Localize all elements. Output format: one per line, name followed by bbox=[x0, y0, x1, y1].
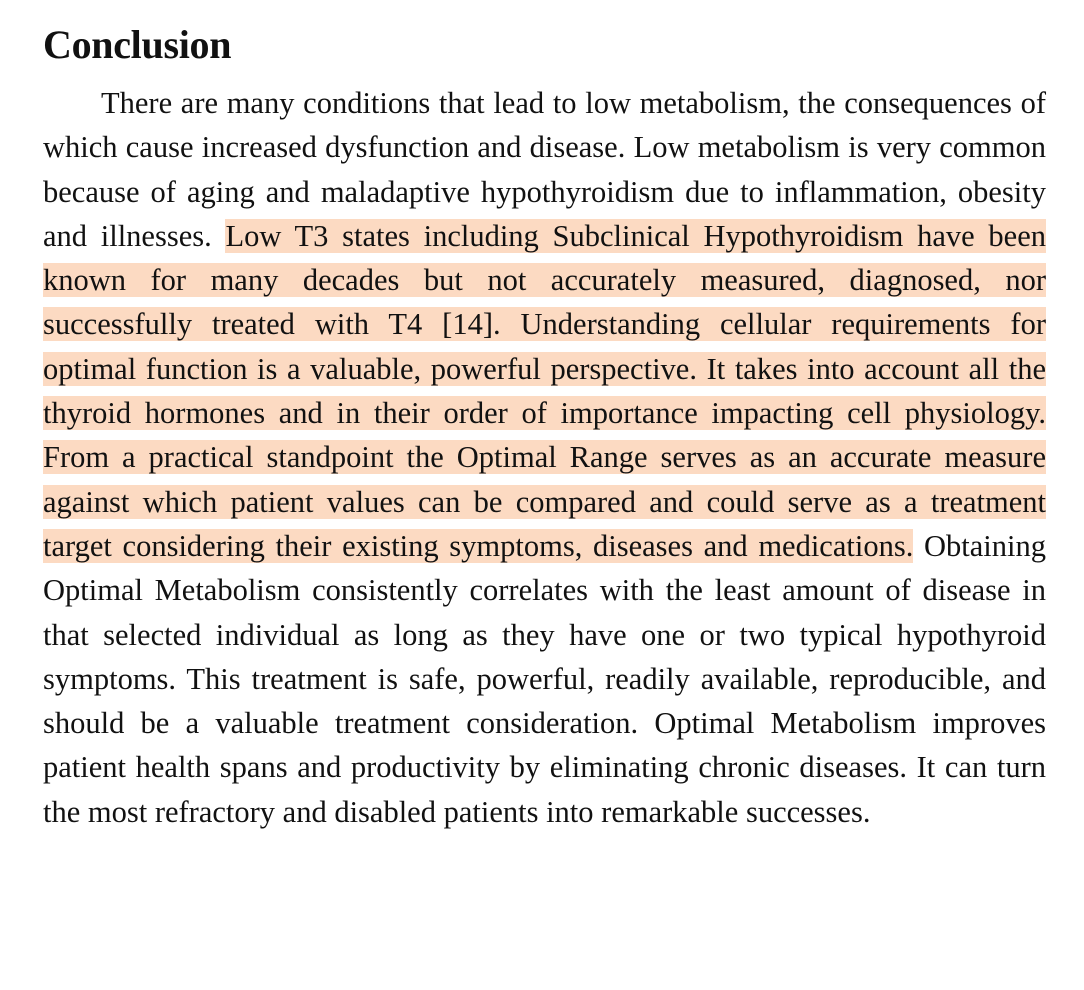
highlight-optimal-range[interactable]: From a practical standpoint the Optimal Range serves as an accurate measure against which patient values can be compared and could serve as a treatment target considering their existing symptoms, diseases and medications. bbox=[43, 440, 1046, 563]
highlight-low-t3[interactable]: Low T3 states including Subclinical Hypothyroidism have been known for many decades but not accurately measured, diagnosed, nor successfully treated with T4 [14]. Understanding cellular requirements for optimal function is a valuable, powerful perspective. It takes into account all the thyroid hormones and in their order of importance impacting cell physiology. bbox=[43, 218, 1046, 431]
section-heading: Conclusion bbox=[43, 22, 232, 67]
paragraph-outro-text: Obtaining Optimal Metabolism consistently correlates with the least amount of disease in that selected individual as long as they have one or two typical hypothyroid symptoms. This treatment is safe, powerful, readily available, reproducible, and should be a valuable treatment consideration. Optimal Metabolism improves patient health spans and productivity by eliminating chronic diseases. It can turn the most refractory and disabled patients into remarkable successes. bbox=[43, 528, 1046, 829]
paragraph-intro-text: There are many conditions that lead to low metabolism, the consequences of which cause increased dysfunction and disease. Low metabolism is very common because of aging and maladaptive hypothyroidism due to inflammation, obesity and illnesses. bbox=[43, 86, 1046, 253]
conclusion-paragraph bbox=[43, 81, 1046, 834]
document-page bbox=[43, 22, 1046, 834]
